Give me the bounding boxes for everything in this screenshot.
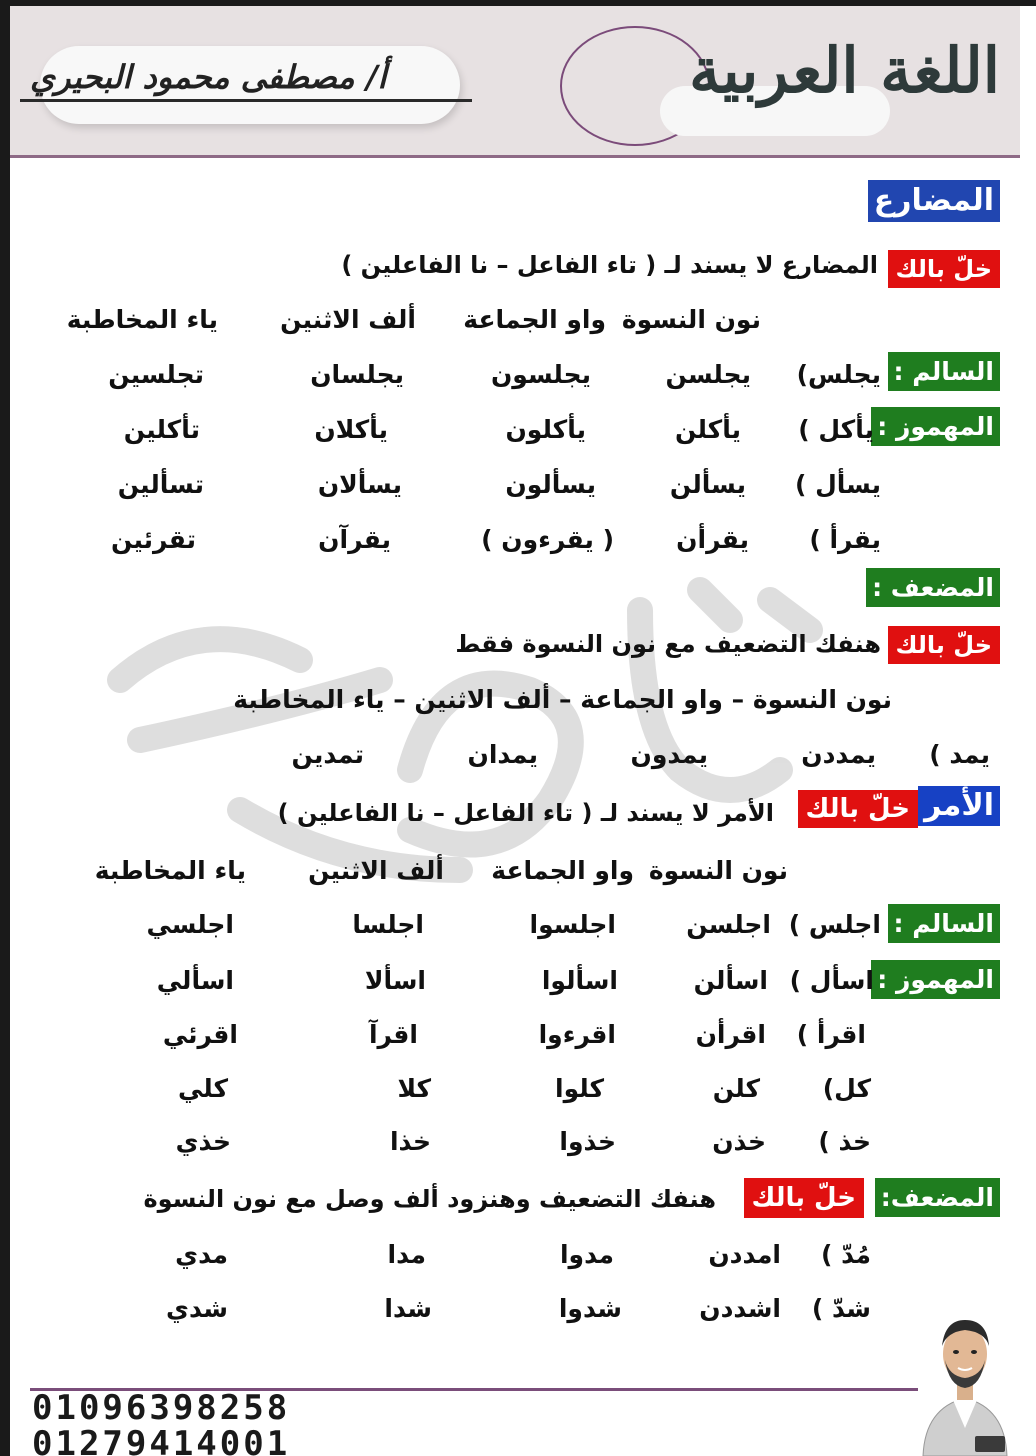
amr-mudaaf-note-tag: خلّ بالك bbox=[744, 1178, 865, 1218]
mudari-row3-nun: يسألن bbox=[669, 470, 746, 499]
mudari-mudaaf-alif: يمدان bbox=[467, 740, 538, 769]
amr-row2-base: اسأل ) bbox=[789, 966, 874, 995]
amr-row1-nun: اجلسن bbox=[686, 910, 771, 939]
page-header bbox=[10, 6, 1020, 158]
amr-mudaaf-row2-base: شدّ ) bbox=[811, 1294, 871, 1323]
mudari-row4-waw: ( يقرءون ) bbox=[481, 525, 614, 554]
amr-row1-base: اجلس ) bbox=[788, 910, 881, 939]
amr-mudaaf-row1-alif: مدا bbox=[387, 1240, 426, 1269]
mudari-row4-nun: يقرأن bbox=[676, 525, 749, 554]
amr-row4-alif: كلا bbox=[397, 1074, 431, 1103]
mudari-col-nun: نون النسوة bbox=[621, 305, 761, 334]
amr-mudaaf-row1-base: مُدّ ) bbox=[820, 1240, 871, 1269]
mudari-mudaaf-label: المضعف : bbox=[866, 568, 1000, 607]
mudari-note-text: المضارع لا يسند لـ ( تاء الفاعل – نا الفاعلين ) bbox=[341, 251, 878, 279]
amr-mudaaf-row2-ya: شدي bbox=[166, 1294, 228, 1323]
amr-row5-waw: خذوا bbox=[559, 1127, 616, 1156]
amr-row2-waw: اسألوا bbox=[541, 966, 618, 995]
mudari-row2-ya: تأكلين bbox=[123, 415, 200, 444]
mudari-salim-label: السالم : bbox=[888, 352, 1000, 391]
mudari-row2-base: يأكل ) bbox=[798, 415, 874, 444]
mudari-heading: المضارع bbox=[868, 180, 1000, 222]
amr-row1-ya: اجلسي bbox=[146, 910, 234, 939]
mudari-row3-alif: يسألان bbox=[317, 470, 402, 499]
phone-number-1: 01096398258 bbox=[32, 1388, 291, 1428]
mudari-row1-base: يجلس) bbox=[796, 360, 881, 389]
amr-row3-waw: اقرءوا bbox=[538, 1020, 616, 1049]
mudari-col-waw: واو الجماعة bbox=[463, 305, 606, 334]
amr-mudaaf-row1-waw: مدوا bbox=[559, 1240, 614, 1269]
teacher-avatar bbox=[915, 1298, 1015, 1456]
amr-mudaaf-note-text: هنفك التضعيف وهنزود ألف وصل مع نون النسوة bbox=[143, 1185, 716, 1213]
teacher-underline bbox=[20, 99, 472, 102]
amr-row3-ya: اقرئي bbox=[162, 1020, 238, 1049]
amr-row4-ya: كلي bbox=[177, 1074, 228, 1103]
mudari-row1-nun: يجلسن bbox=[665, 360, 751, 389]
mudari-mudaaf-base: يمد ) bbox=[929, 740, 990, 769]
mudari-row4-alif: يقرآن bbox=[318, 525, 391, 554]
amr-row5-alif: خذا bbox=[389, 1127, 431, 1156]
amr-mudaaf-row2-waw: شدوا bbox=[558, 1294, 622, 1323]
page-title: اللغة العربية bbox=[689, 34, 1000, 107]
amr-row5-ya: خذي bbox=[175, 1127, 231, 1156]
amr-col-alif: ألف الاثنين bbox=[308, 856, 444, 885]
mudari-mudaaf-note-text: هنفك التضعيف مع نون النسوة فقط bbox=[455, 630, 881, 658]
mudari-row4-base: يقرأ ) bbox=[809, 525, 881, 554]
mudari-row3-waw: يسألون bbox=[505, 470, 596, 499]
mudari-mudaaf-list: نون النسوة – واو الجماعة – ألف الاثنين – ياء المخاطبة bbox=[233, 685, 892, 714]
mudari-row3-ya: تسألين bbox=[117, 470, 204, 499]
amr-row4-waw: كلوا bbox=[555, 1074, 604, 1103]
amr-row1-waw: اجلسوا bbox=[529, 910, 616, 939]
amr-row5-nun: خذن bbox=[712, 1127, 766, 1156]
mudari-row3-base: يسأل ) bbox=[794, 470, 881, 499]
amr-row2-ya: اسألي bbox=[156, 966, 234, 995]
amr-row5-base: خذ ) bbox=[818, 1127, 871, 1156]
mudari-row1-waw: يجلسون bbox=[490, 360, 591, 389]
amr-mahmouz-label: المهموز : bbox=[871, 960, 1000, 999]
mudari-mahmouz-label: المهموز : bbox=[871, 407, 1000, 446]
amr-note-tag: خلّ بالك bbox=[798, 790, 919, 828]
phone-number-2: 01279414001 bbox=[32, 1424, 291, 1456]
mudari-row2-alif: يأكلان bbox=[314, 415, 388, 444]
left-border bbox=[0, 0, 10, 1456]
mudari-mudaaf-nun: يمددن bbox=[801, 740, 876, 769]
amr-heading: الأمر bbox=[918, 786, 1000, 826]
title-logo bbox=[530, 16, 1000, 146]
amr-row4-base: كل) bbox=[822, 1074, 871, 1103]
amr-salim-label: السالم : bbox=[888, 904, 1000, 943]
amr-row1-alif: اجلسا bbox=[352, 910, 424, 939]
amr-row2-nun: اسألن bbox=[693, 966, 768, 995]
mudari-row1-ya: تجلسين bbox=[108, 360, 204, 389]
amr-mudaaf-row1-nun: امددن bbox=[708, 1240, 781, 1269]
amr-mudaaf-label: المضعف: bbox=[875, 1178, 1000, 1217]
mudari-mudaaf-ya: تمدين bbox=[291, 740, 364, 769]
amr-row3-nun: اقرأن bbox=[695, 1020, 766, 1049]
amr-col-waw: واو الجماعة bbox=[491, 856, 634, 885]
amr-col-ya: ياء المخاطبة bbox=[94, 856, 246, 885]
mudari-col-ya: ياء المخاطبة bbox=[66, 305, 218, 334]
amr-row4-nun: كلن bbox=[712, 1074, 760, 1103]
amr-note-text: الأمر لا يسند لـ ( تاء الفاعل – نا الفاعلين ) bbox=[277, 799, 774, 827]
mudari-row2-nun: يأكلن bbox=[674, 415, 741, 444]
mudari-row1-alif: يجلسان bbox=[310, 360, 404, 389]
amr-mudaaf-row2-alif: شدا bbox=[384, 1294, 432, 1323]
amr-mudaaf-row2-nun: اشددن bbox=[699, 1294, 781, 1323]
amr-row3-base: اقرأ ) bbox=[796, 1020, 866, 1049]
amr-mudaaf-row1-ya: مدي bbox=[175, 1240, 228, 1269]
mudari-row2-waw: يأكلون bbox=[505, 415, 586, 444]
mudari-mudaaf-waw: يمدون bbox=[630, 740, 708, 769]
amr-col-nun: نون النسوة bbox=[648, 856, 788, 885]
mudari-note-tag: خلّ بالك bbox=[888, 250, 1000, 288]
amr-row2-alif: اسألا bbox=[364, 966, 426, 995]
mudari-mudaaf-note-tag: خلّ بالك bbox=[888, 626, 1000, 664]
amr-row3-alif: اقرآ bbox=[368, 1020, 418, 1049]
teacher-name: أ/ مصطفى محمود البحيري bbox=[30, 58, 387, 96]
mudari-row4-ya: تقرئين bbox=[110, 525, 196, 554]
mudari-col-alif: ألف الاثنين bbox=[280, 305, 416, 334]
watermark-logo bbox=[80, 570, 840, 900]
